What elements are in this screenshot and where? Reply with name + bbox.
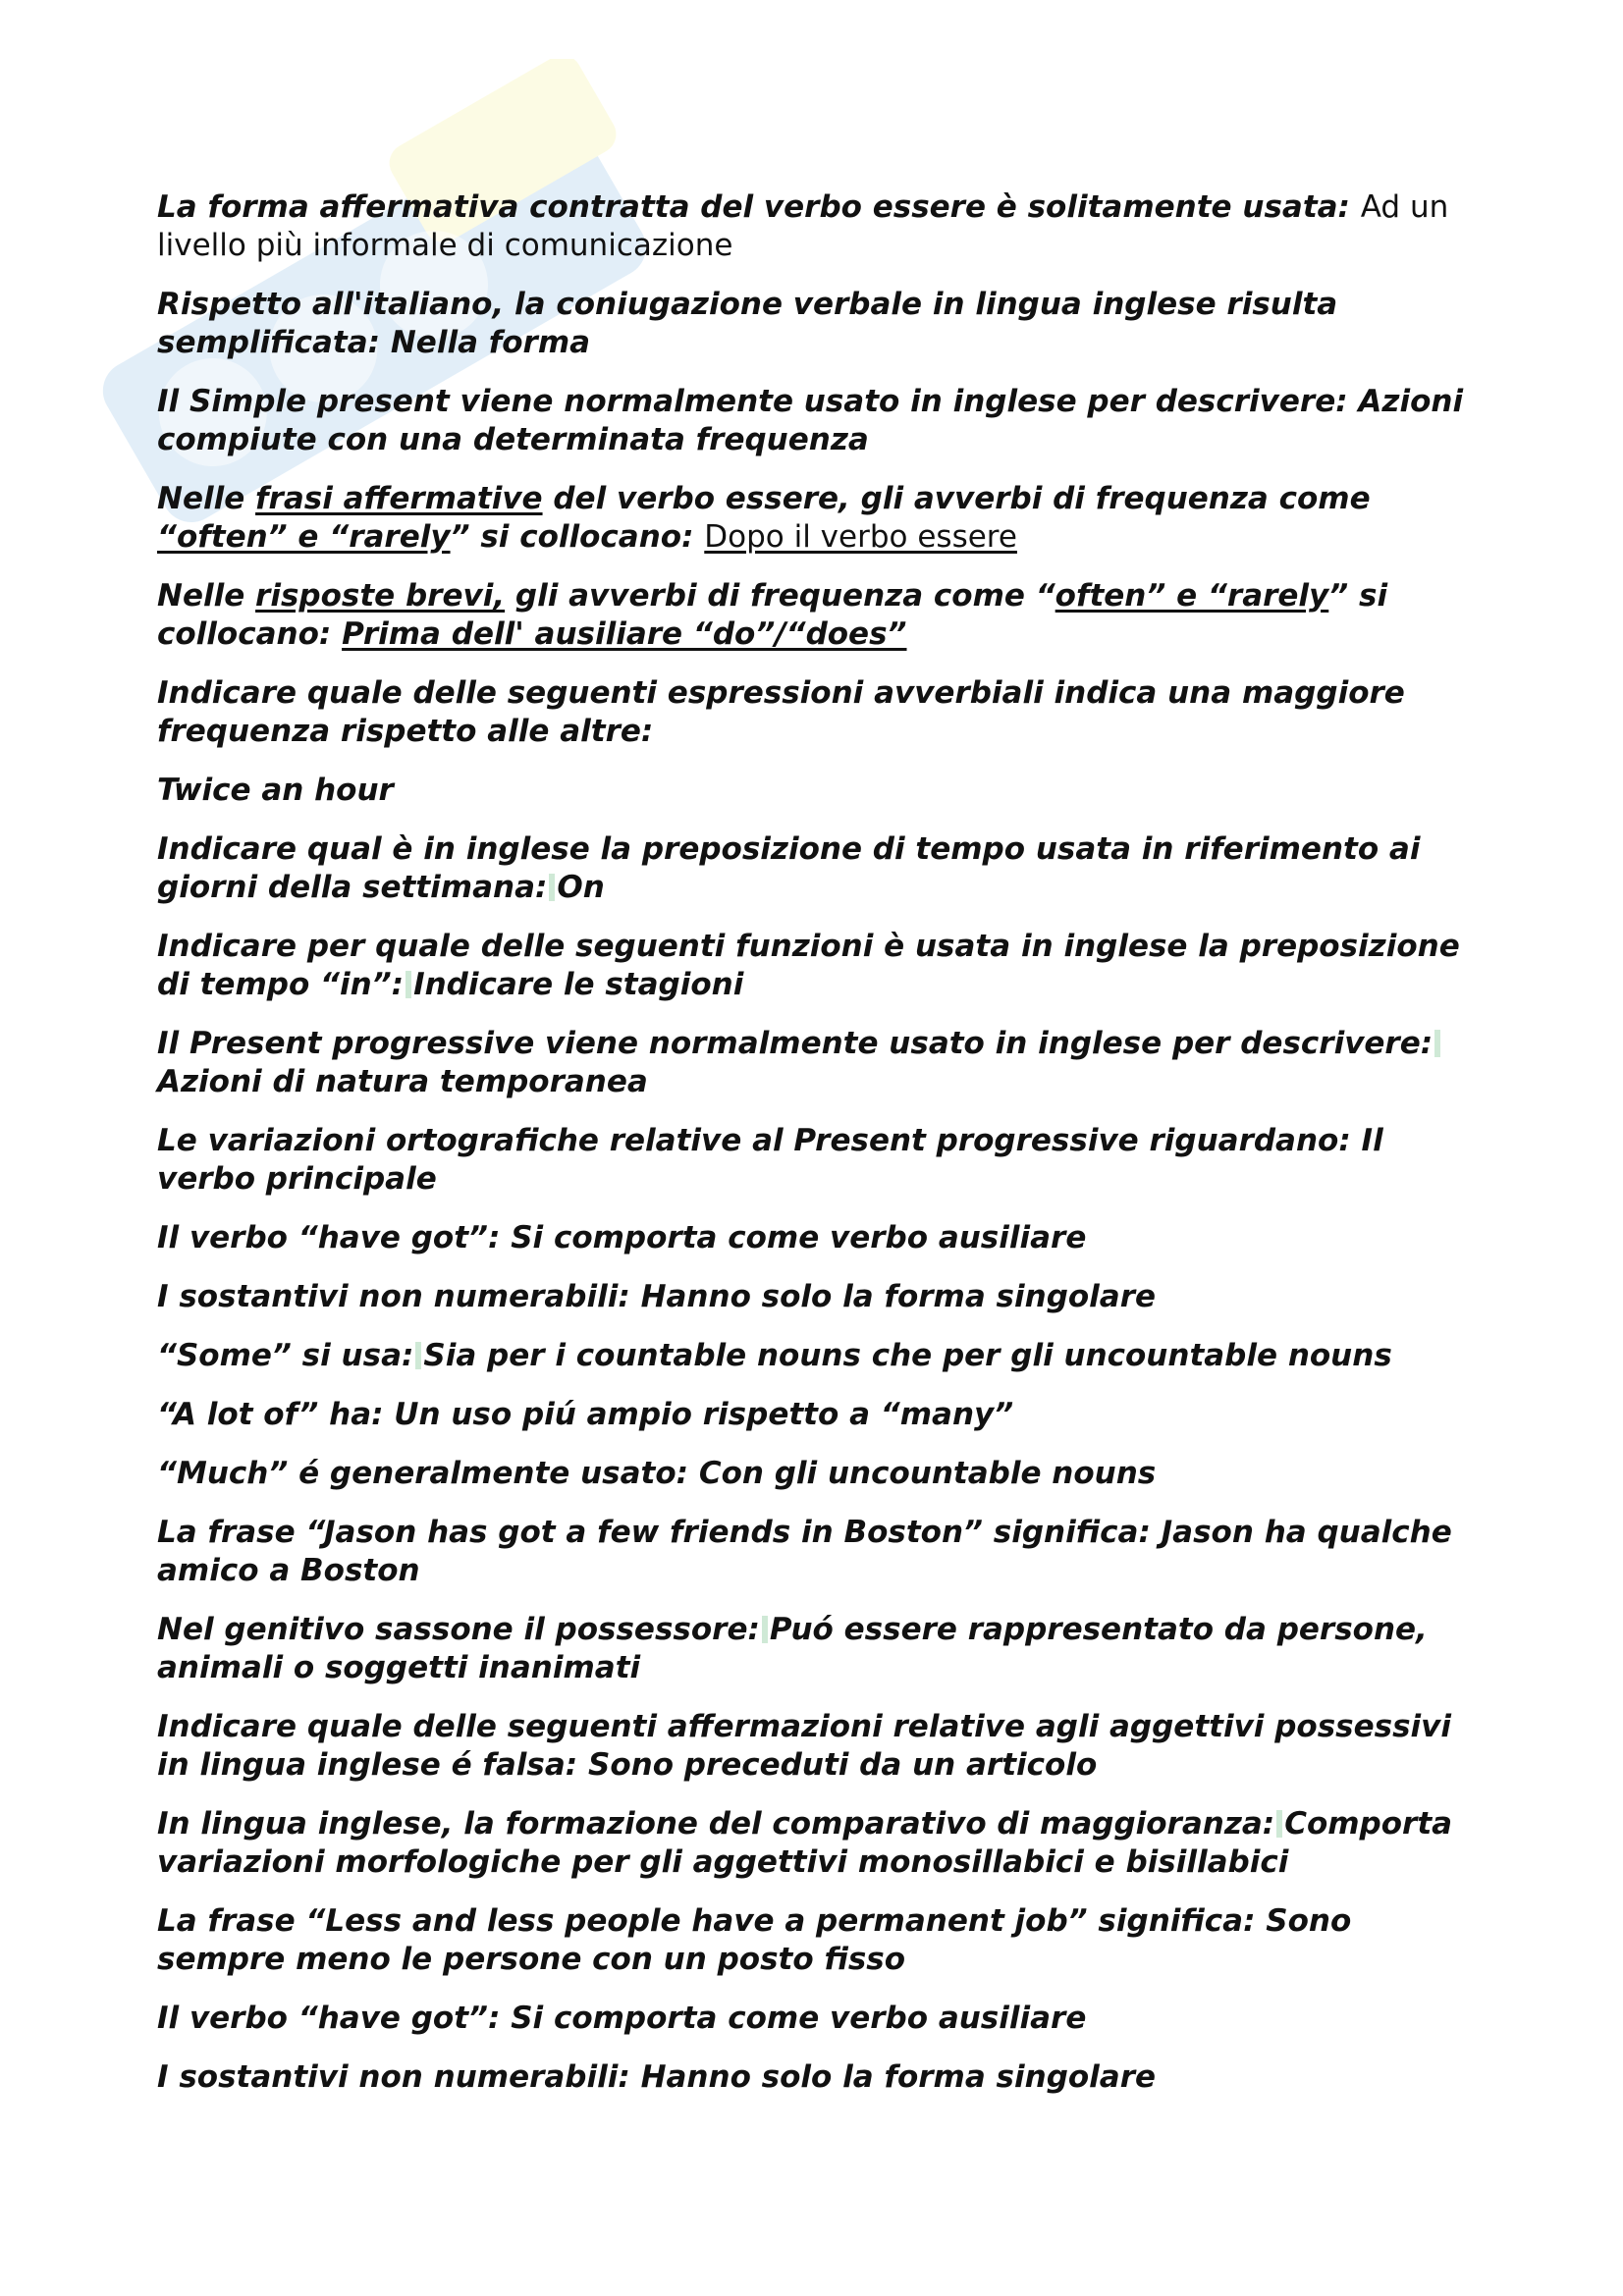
underlined-text: Dopo il verbo essere <box>704 519 1017 555</box>
text-run: La frase “Less and less people have a permanent job” significa: Sono sempre meno le persone con un posto fisso <box>157 1903 1352 1977</box>
text-run: Indicare quale delle seguenti espressioni avverbiali indica una maggiore frequenza rispetto alle altre: <box>157 675 1405 749</box>
text-run: “Much” é generalmente usato: Con gli uncountable nouns <box>157 1456 1157 1491</box>
text-run: “A lot of” ha: Un uso piú ampio rispetto a “many” <box>157 1397 1014 1432</box>
qa-paragraph <box>157 772 1473 810</box>
text-run: I sostantivi non numerabili: Hanno solo la forma singolare <box>157 2059 1157 2095</box>
qa-paragraph <box>157 577 1473 654</box>
text-run: Il verbo “have got”: Si comporta come verbo ausiliare <box>157 2001 1087 2036</box>
text-run: I sostantivi non numerabili: Hanno solo la forma singolare <box>157 1279 1157 1314</box>
highlight-marker <box>415 1342 421 1369</box>
qa-paragraph <box>157 1122 1473 1199</box>
text-run: Rispetto all'italiano, la coniugazione verbale in lingua inglese risulta semplificata: Nella forma <box>157 287 1338 360</box>
text-run: Indicare le stagioni <box>413 967 744 1002</box>
text-run: del verbo essere, gli avverbi di frequenza come <box>542 481 1371 516</box>
text-run: gli avverbi di frequenza come “ <box>505 578 1055 614</box>
text-run: Nelle <box>157 481 256 516</box>
text-run: ” si collocano: <box>157 578 1388 652</box>
qa-paragraph <box>157 674 1473 751</box>
text-run: Nel genitivo sassone il possessore: <box>157 1612 760 1647</box>
text-run: “Some” si usa: <box>157 1338 414 1373</box>
underlined-text: Prima dell' ausiliare “do”/“does” <box>342 616 907 652</box>
text-run: Le variazioni ortografiche relative al Present progressive riguardano: Il verbo principale <box>157 1123 1383 1197</box>
text-run: La forma affermativa contratta del verbo essere è solitamente usata: <box>157 189 1361 225</box>
text-run: Il verbo “have got”: Si comporta come verbo ausiliare <box>157 1220 1087 1255</box>
qa-paragraph <box>157 480 1473 557</box>
text-run: Indicare per quale delle seguenti funzioni è usata in inglese la preposizione di tempo “in”: <box>157 929 1460 1002</box>
text-run: Nelle <box>157 578 256 614</box>
qa-paragraph <box>157 1219 1473 1257</box>
text-run: ” si collocano: <box>450 519 705 555</box>
qa-paragraph <box>157 830 1473 907</box>
text-run: Ad un livello più informale di comunicazione <box>157 189 1449 263</box>
underlined-text: frasi affermative <box>255 481 543 516</box>
highlight-marker <box>1434 1030 1440 1057</box>
highlight-marker <box>406 971 411 998</box>
qa-paragraph <box>157 188 1473 265</box>
underlined-text: often” e “rarely <box>1055 578 1329 614</box>
qa-paragraph <box>157 383 1473 459</box>
text-run: Puó essere rappresentato da persone, animali o soggetti inanimati <box>157 1612 1428 1685</box>
qa-paragraph <box>157 1337 1473 1375</box>
text-run: Il Present progressive viene normalmente usato in inglese per descrivere: <box>157 1026 1434 1061</box>
text-run: On <box>557 870 605 905</box>
text-run: La frase “Jason has got a few friends in Boston” significa: Jason ha qualche amico a Boston <box>157 1515 1452 1588</box>
qa-paragraph <box>157 1611 1473 1687</box>
qa-paragraph <box>157 928 1473 1004</box>
qa-paragraph <box>157 2058 1473 2097</box>
text-run: Indicare quale delle seguenti affermazioni relative agli aggettivi possessivi in lingua inglese é falsa: Sono preceduti da un articolo <box>157 1709 1451 1783</box>
highlight-marker <box>762 1616 768 1643</box>
text-run: Comporta variazioni morfologiche per gli aggettivi monosillabici e bisillabici <box>157 1806 1453 1880</box>
qa-paragraph <box>157 2000 1473 2038</box>
qa-paragraph <box>157 1396 1473 1434</box>
text-run: Indicare qual è in inglese la preposizione di tempo usata in riferimento ai giorni della settimana: <box>157 831 1421 905</box>
qa-paragraph <box>157 1902 1473 1979</box>
qa-paragraph <box>157 1025 1473 1101</box>
underlined-text: risposte brevi, <box>255 578 506 614</box>
text-run: Twice an hour <box>157 773 394 808</box>
highlight-marker <box>549 874 555 901</box>
text-run: Il Simple present viene normalmente usato in inglese per descrivere: Azioni compiute con una determinata frequenza <box>157 384 1464 457</box>
underlined-text: “often” e “rarely <box>157 519 451 555</box>
text-run: Azioni di natura temporanea <box>157 1064 648 1099</box>
text-run: Sia per i countable nouns che per gli uncountable nouns <box>423 1338 1392 1373</box>
qa-paragraph <box>157 1805 1473 1882</box>
qa-paragraph <box>157 286 1473 362</box>
qa-paragraph <box>157 1708 1473 1785</box>
qa-paragraph <box>157 1514 1473 1590</box>
highlight-marker <box>1276 1810 1282 1838</box>
document-body <box>157 188 1473 2117</box>
text-run: In lingua inglese, la formazione del comparativo di maggioranza: <box>157 1806 1275 1842</box>
qa-paragraph <box>157 1455 1473 1493</box>
qa-paragraph <box>157 1278 1473 1316</box>
